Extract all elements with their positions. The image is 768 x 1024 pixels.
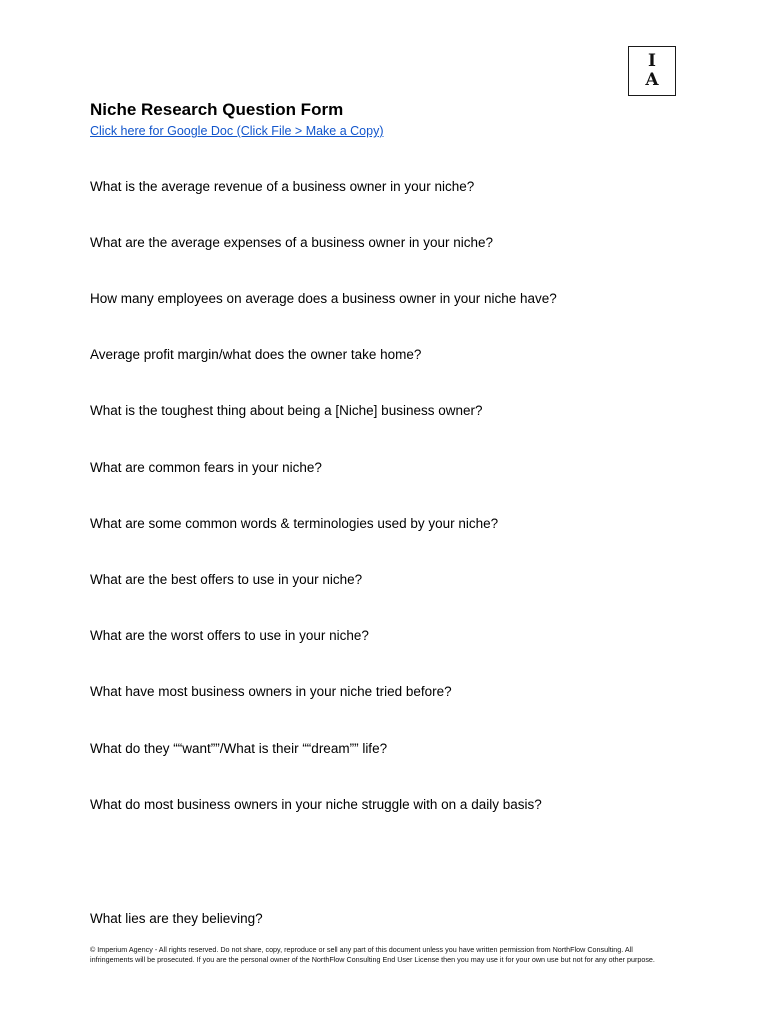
question-item: What are the worst offers to use in your niche? [90,628,369,643]
google-doc-link[interactable]: Click here for Google Doc (Click File > Make a Copy) [90,124,384,138]
question-item: What lies are they believing? [90,911,263,926]
question-item: Average profit margin/what does the owner take home? [90,347,422,362]
logo-letter-i: I [648,51,656,71]
question-item: What is the average revenue of a business owner in your niche? [90,179,475,194]
question-item: What have most business owners in your niche tried before? [90,684,452,699]
brand-logo [628,46,676,96]
question-item: What is the toughest thing about being a [Niche] business owner? [90,403,483,418]
question-item: What do they ““want””/What is their ““dream”” life? [90,741,388,756]
document-title: Niche Research Question Form [90,100,344,119]
question-item: What are the average expenses of a business owner in your niche? [90,235,493,250]
question-item: What do most business owners in your niche struggle with on a daily basis? [90,797,542,812]
question-item: What are common fears in your niche? [90,460,322,475]
logo-letter-a: A [645,70,659,90]
question-item: What are the best offers to use in your niche? [90,572,363,587]
question-item: How many employees on average does a business owner in your niche have? [90,291,557,306]
copyright-notice: © Imperium Agency - All rights reserved. Do not share, copy, reproduce or sell any part of this document unless you have written permission from NorthFlow Consulting. All infringements will be prosecuted. If you are the personal owner of the NorthFlow Consulting End User License then you may use it for your own use but not for any other purpose. [90,945,655,964]
question-item: What are some common words & terminologies used by your niche? [90,516,499,531]
